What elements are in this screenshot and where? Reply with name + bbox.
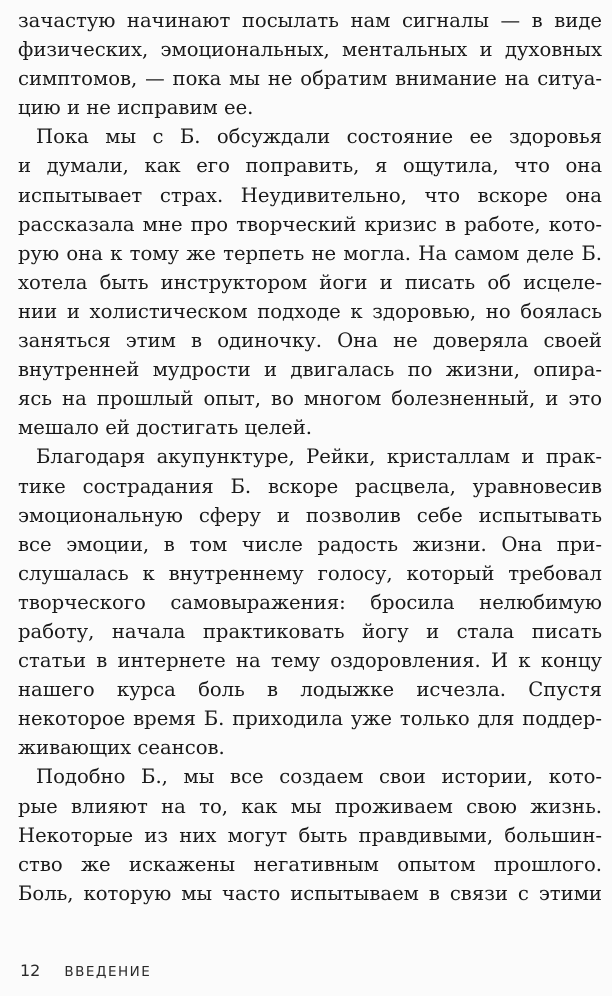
text-line: нии и холистическом подходе к здоровью, но боялась xyxy=(18,299,602,323)
text-line: все эмоции, в том числе радость жизни. Она при- xyxy=(18,532,602,556)
text-line: ство же искажены негативным опытом прошлого. xyxy=(18,852,602,876)
text-line: хотела быть инструктором йоги и писать об исцеле- xyxy=(18,270,602,294)
text-line: работу, начала практиковать йогу и стала писать xyxy=(18,619,602,643)
text-line: нашего курса боль в лодыжке исчезла. Спустя xyxy=(18,678,602,702)
text-line: заняться этим в одиночку. Она не доверяла своей xyxy=(18,329,602,353)
text-line: слушалась к внутреннему голосу, который требовал xyxy=(18,561,602,585)
page-number: 12 xyxy=(20,961,41,980)
paragraph-start-line: Благодаря акупунктуре, Рейки, кристаллам и прак- xyxy=(36,445,602,469)
text-line: испытывает страх. Неудивительно, что вскоре она xyxy=(18,183,602,207)
text-line: внутренней мудрости и двигалась по жизни, опира- xyxy=(18,358,602,382)
text-line: эмоциональную сферу и позволив себе испытывать xyxy=(18,503,602,527)
text-line: рассказала мне про творческий кризис в работе, кото- xyxy=(18,212,602,236)
paragraph-start-line: Пока мы с Б. обсуждали состояние ее здоровья xyxy=(36,125,602,149)
text-line: живающих сеансов. xyxy=(18,736,225,760)
text-line: рую она к тому же терпеть не могла. На самом деле Б. xyxy=(18,241,602,265)
running-section-title: ВВЕДЕНИЕ xyxy=(64,964,152,980)
text-line: мешало ей достигать целей. xyxy=(18,416,313,440)
text-line: физических, эмоциональных, ментальных и духовных xyxy=(18,38,602,62)
text-line: зачастую начинают посылать нам сигналы — в виде xyxy=(18,9,602,32)
text-line: ясь на прошлый опыт, во многом болезненный, и это xyxy=(18,387,602,411)
paragraph-start-line: Подобно Б., мы все создаем свои истории, кото- xyxy=(36,765,602,789)
text-line: цию и не исправим ее. xyxy=(18,96,254,120)
page-footer xyxy=(20,961,151,980)
body-text xyxy=(18,6,602,908)
text-line: и думали, как его поправить, я ощутила, что она xyxy=(18,154,602,178)
text-line: рые влияют на то, как мы проживаем свою жизнь. xyxy=(18,794,602,818)
text-line: творческого самовыражения: бросила нелюбимую xyxy=(18,590,602,614)
text-line: Боль, которую мы часто испытываем в связи с этими xyxy=(18,881,602,905)
text-line: Некоторые из них могут быть правдивыми, большин- xyxy=(18,823,602,847)
text-line: статьи в интернете на тему оздоровления. И к концу xyxy=(18,649,602,673)
text-line: симптомов, — пока мы не обратим внимание на ситуа- xyxy=(18,67,602,91)
text-line: некоторое время Б. приходила уже только для поддер- xyxy=(18,707,602,731)
text-line: тике сострадания Б. вскоре расцвела, уравновесив xyxy=(18,474,602,498)
